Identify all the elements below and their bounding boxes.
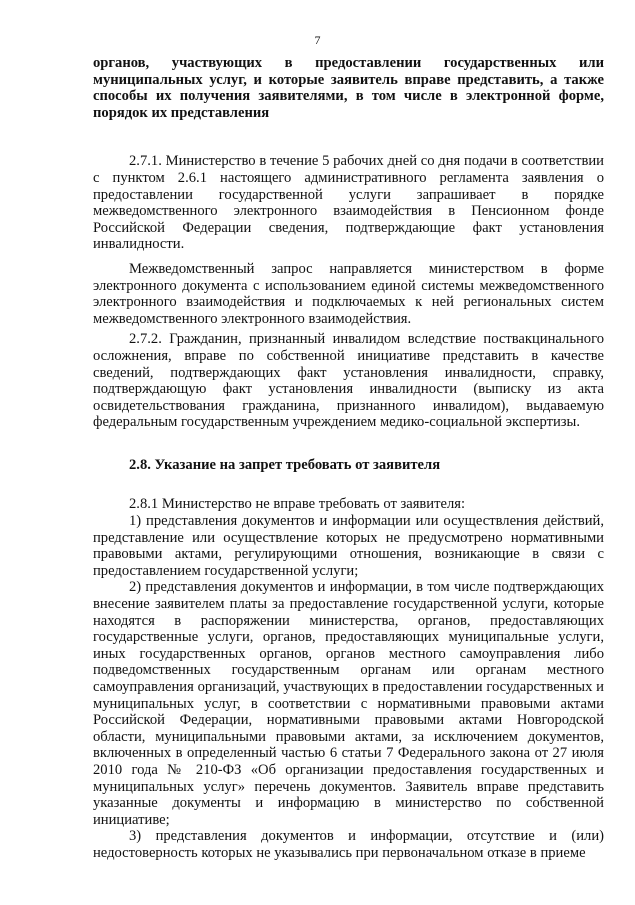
list-item-2: 2) представления документов и информации, в том числе подтверждающих внесение заявителем платы за предоставление государственной услуги, которые находятся в распоряжении министерства, органов, предоставляющих государственные услуги, органов, предоставляющих муниципальные услуги, иных государственных органов, органов местного самоуправления либо подведомственных государственным органам или органам местного самоуправления организаций, участвующих в предоставлении государственных и муниципальных услуг, в соответствии с нормативными правовыми актами Российской Федерации, нормативными правовыми актами Новгородской области, муниципальными правовыми актами, за исключением документов, включенных в определенный частью 6 статьи 7 Федерального закона от 27 июля 2010 года № 210-ФЗ «Об организации предоставления государственных и муниципальных услуг» перечень документов. Заявитель вправе представить указанные документы и информацию в министерство по собственной инициативе; bbox=[93, 579, 604, 828]
section-title-2-8: 2.8. Указание на запрет требовать от заявителя bbox=[129, 456, 441, 473]
paragraph-2-7-2: 2.7.2. Гражданин, признанный инвалидом вследствие поствакцинального осложнения, вправе по собственной инициативе представить в качестве сведений, подтверждающих факт установления инвалидности, справку, подтверждающую факт установления инвалидности (выписку из акта освидетельствования гражданина, признанного инвалидом), выдаваемую федеральным государственным учреждением медико-социальной экспертизы. bbox=[93, 331, 604, 431]
paragraph-2-8-1: 2.8.1 Министерство не вправе требовать от заявителя: bbox=[129, 496, 466, 513]
paragraph-interagency-request: Межведомственный запрос направляется министерством в форме электронного документа с использованием единой системы межведомственного электронного взаимодействия и подключаемых к ней региональных систем межведомственного электронного взаимодействия. bbox=[93, 260, 604, 327]
page-number: 7 bbox=[314, 33, 321, 47]
heading-continuation: органов, участвующих в предоставлении государственных или муниципальных услуг, и которые заявитель вправе представить, а также способы их получения заявителями, в том числе в электронной форме, порядок их представления bbox=[93, 55, 604, 121]
document-body bbox=[93, 55, 604, 862]
list-item-1: 1) представления документов и информации или осуществления действий, представление или осуществление которых не предусмотрено нормативными правовыми актами, регулирующими отношения, возникающие в связи с предоставлением государственной услуги; bbox=[93, 513, 604, 579]
paragraph-2-7-1: 2.7.1. Министерство в течение 5 рабочих дней со дня подачи в соответствии с пунктом 2.6.1 настоящего административного регламента заявления о предоставлении государственной услуги запрашивает в порядке межведомственного электронного взаимодействия в Пенсионном фонде Российской Федерации сведения, подтверждающие факт установления инвалидности. bbox=[93, 153, 604, 253]
list-item-3: 3) представления документов и информации, отсутствие и (или) недостоверность которых не указывались при первоначальном отказе в приеме bbox=[93, 828, 604, 861]
